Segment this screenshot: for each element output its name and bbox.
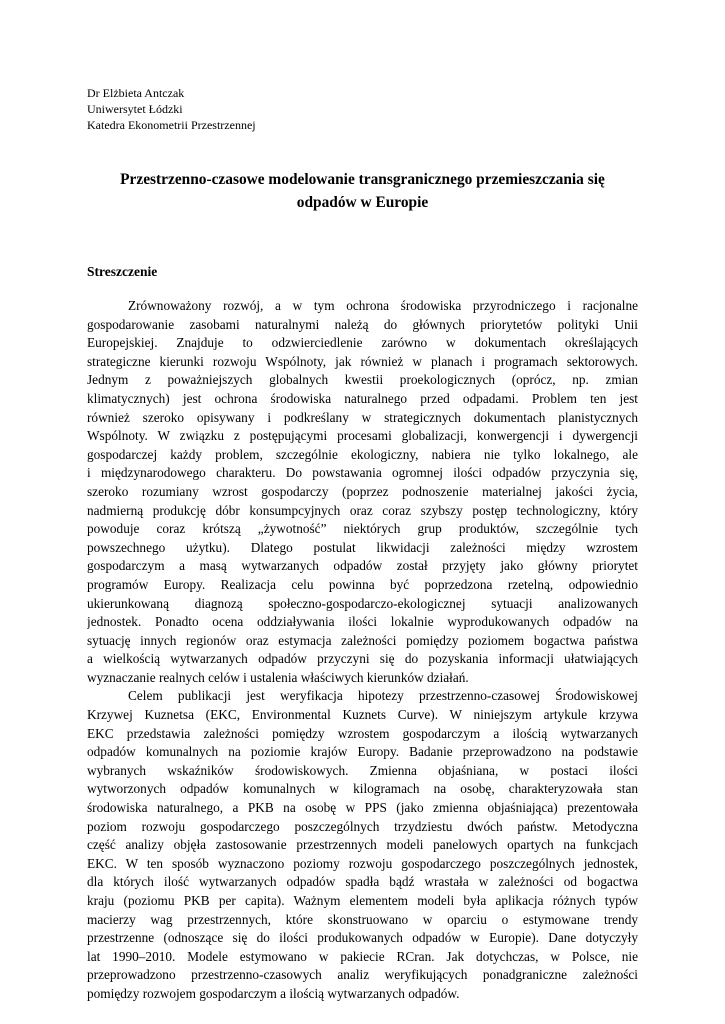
author-name: Dr Elżbieta Antczak xyxy=(87,86,185,100)
abstract-line: kraju (poziomu PKB per capita). Ważnym elementem modeli była aplikacja różnych typów xyxy=(87,893,638,908)
abstract-line: EKC przedstawia zależności pomiędzy wzrostem gospodarczym a ilością wytwarzanych xyxy=(87,725,638,741)
abstract-line: gospodarczej każdy problem, szczególnie ekologiczny, nabiera nie tylko lokalnego, ale xyxy=(87,446,638,462)
abstract-line: klimatycznych) jest ochrona środowiska naturalnego przed odpadami. Problem ten jest xyxy=(87,390,638,406)
abstract-line: środowiska naturalnego, a PKB na osobę w PPS (jako zmienna objaśniająca) prezentowała xyxy=(87,800,638,816)
abstract-line: Celem publikacji jest weryfikacja hipotezy przestrzenno-czasowej Środowiskowej xyxy=(128,688,638,704)
abstract-line: nadmierną produkcję dóbr konsumpcyjnych oraz coraz szybszy postęp technologiczny, który xyxy=(87,502,638,518)
abstract-line: przestrzenne (odnoszące się do ilości produkowanych odpadów w Europie). Dane dotyczyły xyxy=(87,930,638,946)
abstract-line: szeroko rozumiany wzrost gospodarczy (poprzez podnoszenie materialnej jakości życia, xyxy=(87,483,638,499)
abstract-line: dla których ilość wytwarzanych odpadów spadła bądź wrastała w zależności od bogactwa xyxy=(87,874,638,890)
author-university: Uniwersytet Łódzki xyxy=(87,102,183,116)
paper-title-line: odpadów w Europie xyxy=(296,194,429,211)
abstract-body xyxy=(87,297,638,1004)
abstract-line: odpadów komunalnych na poziomie krajów Europy. Badanie przeprowadzono na podstawie xyxy=(87,744,638,760)
document-page xyxy=(87,85,638,1004)
abstract-line: Europejskiej. Znajduje to odzwierciedlenie zarówno w dokumentach określających xyxy=(87,335,638,351)
abstract-line: pomiędzy rozwojem gospodarczym a ilością wytwarzanych odpadów. xyxy=(87,985,460,1001)
abstract-line: gospodarczym a masą wytwarzanych odpadów został przyjęty jako główny priorytet xyxy=(87,558,638,574)
abstract-line: EKC. W ten sposób wyznaczono poziomy rozwoju gospodarczego poszczególnych jednostek, xyxy=(87,855,638,871)
abstract-line: wyznaczanie realnych celów i ustalenia właściwych kierunków działań. xyxy=(87,669,469,685)
abstract-line: strategiczne kierunki rozwoju Wspólnoty, jak również w planach i programach sektorowych. xyxy=(87,353,638,369)
abstract-line: część analizy objęła zastosowanie przestrzennych modeli panelowych opartych na funkcjach xyxy=(87,837,638,853)
abstract-line: wybranych wskaźników środowiskowych. Zmienna objaśniana, w postaci ilości xyxy=(87,762,638,778)
abstract-line: powszechnego użytku). Dlatego postulat likwidacji zależności między wzrostem xyxy=(87,539,638,555)
abstract-line: poziom rozwoju gospodarczego poszczególnych trzydziestu dwóch państw. Metodyczna xyxy=(87,818,638,834)
abstract-line: lat 1990–2010. Modele estymowano w pakiecie RCran. Jak dotychczas, w Polsce, nie xyxy=(87,948,638,964)
abstract-line: przeprowadzono przestrzenno-czasowych analiz weryfikujących ponadgraniczne zależności xyxy=(87,967,638,983)
abstract-line: wytworzonych odpadów komunalnych w kilogramach na osobę, charakteryzowała stan xyxy=(87,781,638,797)
abstract-paragraph-2 xyxy=(87,687,638,1003)
abstract-line: gospodarowanie zasobami naturalnymi należą do głównych priorytetów polityki Unii xyxy=(87,316,638,332)
abstract-line: sytuację innych regionów oraz estymacja zależności pomiędzy poziomem bogactwa państwa xyxy=(87,632,638,648)
abstract-line: również szeroko opisywany i podkreślany w strategicznych dokumentach planistycznych xyxy=(87,409,638,425)
abstract-line: macierzy wag przestrzennych, które skonstruowano w oparciu o estymowane trendy xyxy=(87,911,638,927)
abstract-line: jednostek. Ponadto ocena oddziaływania ilości lokalnie wyprodukowanych odpadów na xyxy=(87,614,638,630)
abstract-paragraph-1 xyxy=(87,297,638,687)
abstract-line: Wspólnoty. W związku z postępującymi procesami globalizacji, konwergencji i dywergencji xyxy=(87,428,638,444)
abstract-line: Zrównoważony rozwój, a w tym ochrona środowiska przyrodniczego i racjonalne xyxy=(128,298,638,313)
abstract-line: a wielkością wytwarzanych odpadów przyczyni się do pozyskania informacji ułatwiających xyxy=(87,651,638,667)
abstract-line: Jednym z poważniejszych globalnych kwestii proekologicznych (oprócz, np. zmian xyxy=(87,372,638,388)
paper-title xyxy=(87,168,638,214)
author-block xyxy=(87,85,638,133)
abstract-line: ukierunkowaną diagnozą społeczno-gospodarczo-ekologicznej sytuacji analizowanych xyxy=(87,595,638,611)
abstract-line: i międzynarodowego charakteru. Do powstawania ogromnej ilości odpadów przyczynia się, xyxy=(87,465,638,481)
paper-title-line: Przestrzenno-czasowe modelowanie transgranicznego przemieszczania się xyxy=(120,171,605,188)
author-department: Katedra Ekonometrii Przestrzennej xyxy=(87,118,256,132)
abstract-line: programów Europy. Realizacja celu powinna być poprzedzona rzetelną, odpowiednio xyxy=(87,576,638,592)
section-heading: Streszczenie xyxy=(87,264,158,279)
abstract-line: powoduje coraz krótszą „żywotność” niektórych grup produktów, szczególnie tych xyxy=(87,521,638,537)
abstract-line: Krzywej Kuznetsa (EKC, Environmental Kuznets Curve). W niniejszym artykule krzywa xyxy=(87,707,638,723)
